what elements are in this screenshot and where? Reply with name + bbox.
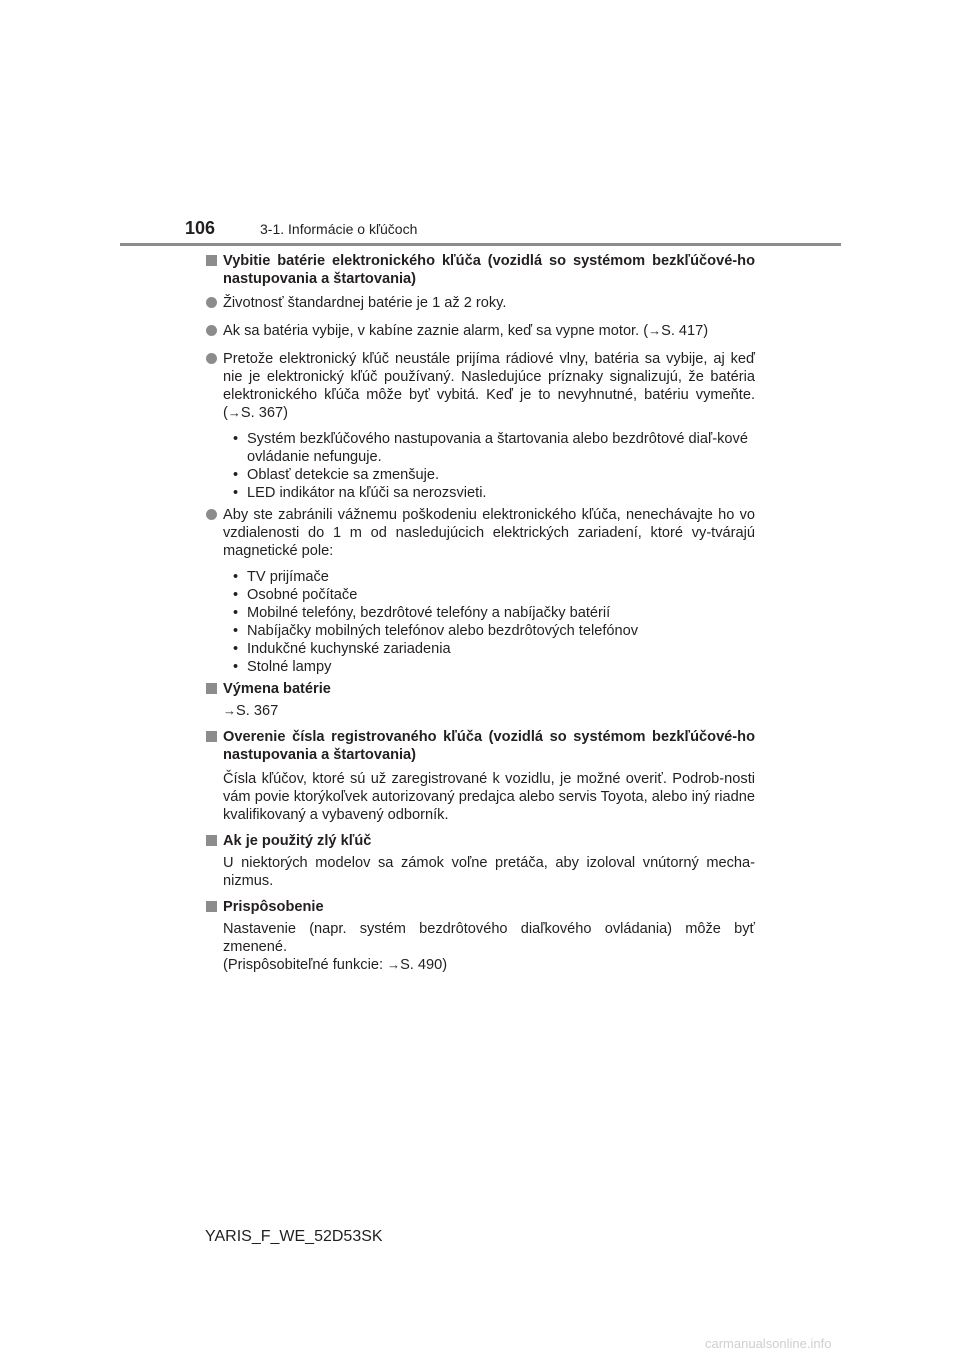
heading-wrong-key: Ak je použitý zlý kľúč bbox=[205, 832, 755, 850]
list-item: • TV prijímače bbox=[233, 568, 755, 586]
heading-customization: Prispôsobenie bbox=[205, 898, 755, 916]
page-reference[interactable]: S. 417) bbox=[661, 323, 709, 339]
list-item: • Stolné lampy bbox=[233, 658, 755, 676]
document-code: YARIS_F_WE_52D53SK bbox=[205, 1228, 383, 1245]
bullet-alarm: Ak sa batéria vybije, v kabíne zaznie alarm, keď sa vypne motor. (→S. 417) bbox=[205, 322, 755, 340]
bullet-magnetic-field: Aby ste zabránili vážnemu poškodeniu elektronického kľúča, nenechávajte ho vo vzdialenosti do 1 m od nasledujúcich elektrických zariadení, ktoré vy-tvárajú magnetické pole: bbox=[205, 506, 755, 560]
bullet-icon bbox=[206, 353, 217, 364]
page-content bbox=[205, 252, 755, 974]
heading-battery-replacement: Výmena batérie bbox=[205, 680, 755, 698]
arrow-icon: → bbox=[227, 405, 241, 420]
bullet-radio-waves: Pretože elektronický kľúč neustále prijíma rádiové vlny, batéria sa vybije, aj keď nie je elektronický kľúč používaný. Nasledujúce príznaky signalizujú, že batéria elektronického kľúča môže byť vybitá. Keď je to nevyhnutné, batériu vymeňte. (→S. 367) bbox=[205, 350, 755, 422]
list-item: • Oblasť detekcie sa zmenšuje. bbox=[233, 466, 755, 484]
customization-text: Nastavenie (napr. systém bezdrôtového diaľkového ovládania) môže byť zmenené. bbox=[223, 921, 755, 955]
list-item: • Indukčné kuchynské zariadenia bbox=[233, 640, 755, 658]
arrow-icon: → bbox=[387, 957, 401, 972]
list-item: • LED indikátor na kľúči sa nerozsvieti. bbox=[233, 484, 755, 502]
list-item: • Mobilné telefóny, bezdrôtové telefóny a nabíjačky batérií bbox=[233, 604, 755, 622]
bullet-icon bbox=[206, 325, 217, 336]
page-number: 106 bbox=[185, 218, 216, 238]
symptom-list bbox=[205, 430, 755, 502]
device-list bbox=[205, 568, 755, 676]
wrong-key-text: U niektorých modelov sa zámok voľne pretáča, aby izoloval vnútorný mecha-nizmus. bbox=[223, 855, 755, 889]
arrow-icon: → bbox=[223, 703, 236, 718]
bullet-battery-life: Životnosť štandardnej batérie je 1 až 2 roky. bbox=[205, 294, 755, 312]
page-reference[interactable]: S. 490) bbox=[400, 957, 448, 973]
list-item: • Systém bezkľúčového nastupovania a štartovania alebo bezdrôtové diaľ-kové ovládanie nefunguje. bbox=[233, 430, 755, 466]
heading-battery-depletion: Vybitie batérie elektronického kľúča (vozidlá so systémom bezkľúčové-ho nastupovania a štartovania) bbox=[205, 252, 755, 288]
bullet-icon bbox=[206, 297, 217, 308]
battery-replacement-ref bbox=[205, 702, 755, 720]
list-item: • Osobné počítače bbox=[233, 586, 755, 604]
page-reference[interactable]: S. 367) bbox=[240, 405, 288, 421]
header-divider bbox=[120, 243, 841, 246]
bullet-icon bbox=[206, 509, 217, 520]
page-reference[interactable]: S. 367 bbox=[236, 703, 279, 719]
section-title: 3-1. Informácie o kľúčoch bbox=[260, 221, 418, 237]
arrow-icon: → bbox=[648, 323, 662, 338]
key-number-check-text: Čísla kľúčov, ktoré sú už zaregistrované k vozidlu, je možné overiť. Podrob-nosti vám povie ktorýkoľvek autorizovaný predajca alebo servis Toyota, alebo iný riadne kvalifikovaný a vybavený odborník. bbox=[223, 771, 755, 823]
list-item: • Nabíjačky mobilných telefónov alebo bezdrôtových telefónov bbox=[233, 622, 755, 640]
heading-key-number-check: Overenie čísla registrovaného kľúča (vozidlá so systémom bezkľúčové-ho nastupovania a štartovania) bbox=[205, 728, 755, 764]
customization-ref: (Prispôsobiteľné funkcie: →S. 490) bbox=[223, 957, 448, 973]
watermark: carmanualsonline.info bbox=[705, 1336, 832, 1351]
